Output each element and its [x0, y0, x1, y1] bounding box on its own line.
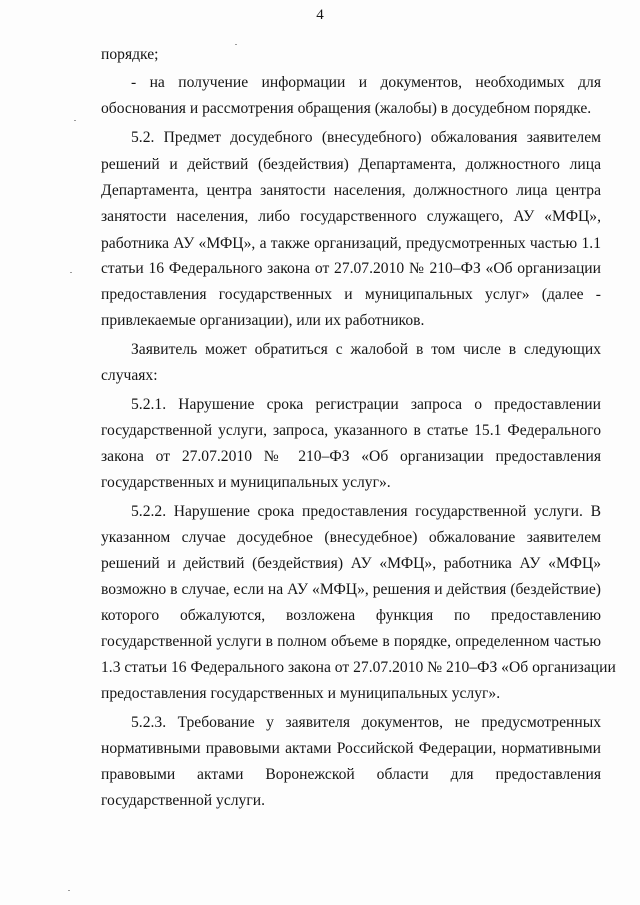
text-line: решений и действий (бездействия) Департамента, должностного лица — [101, 156, 601, 173]
text-line: привлекаемые организации), или их работников. — [101, 312, 425, 329]
scan-speck — [235, 44, 237, 45]
scan-speck — [74, 120, 76, 121]
text-line: решений и действий (бездействия) АУ «МФЦ», работника АУ «МФЦ» — [101, 555, 601, 572]
text-line: 5.2.1. Нарушение срока регистрации запроса о предоставлении — [131, 396, 601, 413]
text-line: 5.2.3. Требование у заявителя документов, не предусмотренных — [131, 714, 601, 731]
text-line: государственной услуги в полном объеме в порядке, определенном частью — [101, 633, 601, 650]
page-number: 4 — [316, 7, 324, 23]
text-line: закона от 27.07.2010 № 210–ФЗ «Об организации предоставления — [101, 448, 601, 465]
text-line: случаях: — [101, 367, 158, 384]
text-line: Заявитель может обратиться с жалобой в том числе в следующих — [131, 341, 601, 358]
text-line: указанном случае досудебное (внесудебное) обжалование заявителем — [101, 529, 601, 546]
text-line: государственных и муниципальных услуг». — [101, 474, 391, 491]
text-line: 5.2.2. Нарушение срока предоставления государственной услуги. В — [131, 503, 601, 520]
text-line: предоставления государственных и муниципальных услуг» (далее - — [101, 286, 601, 303]
text-line: занятости населения, либо государственного служащего, АУ «МФЦ», — [101, 208, 601, 225]
text-line: возможно в случае, если на АУ «МФЦ», решения и действия (бездействие) — [101, 581, 601, 598]
text-line: нормативными правовыми актами Российской Федерации, нормативными — [101, 740, 601, 757]
text-line: работника АУ «МФЦ», а также организаций, предусмотренных частью 1.1 — [101, 235, 601, 252]
scan-speck — [70, 272, 72, 273]
text-line: Департамента, центра занятости населения, должностного лица центра — [101, 182, 601, 199]
text-line: 5.2. Предмет досудебного (внесудебного) обжалования заявителем — [131, 129, 601, 146]
scan-speck — [68, 890, 70, 891]
text-line: предоставления государственных и муниципальных услуг». — [101, 685, 501, 702]
text-line: - на получение информации и документов, необходимых для — [131, 74, 601, 91]
text-line: правовыми актами Воронежской области для предоставления — [101, 766, 601, 783]
text-line: порядке; — [101, 46, 159, 63]
text-line: 1.3 статьи 16 Федерального закона от 27.07.2010 № 210–ФЗ «Об организации — [101, 659, 616, 676]
text-line: обоснования и рассмотрения обращения (жалобы) в досудебном порядке. — [101, 100, 592, 117]
text-line: которого обжалуются, возложена функция по предоставлению — [101, 607, 601, 624]
text-line: статьи 16 Федерального закона от 27.07.2010 № 210–ФЗ «Об организации — [101, 260, 601, 277]
text-line: государственной услуги, запроса, указанного в статье 15.1 Федерального — [101, 422, 601, 439]
text-line: государственной услуги. — [101, 792, 265, 809]
